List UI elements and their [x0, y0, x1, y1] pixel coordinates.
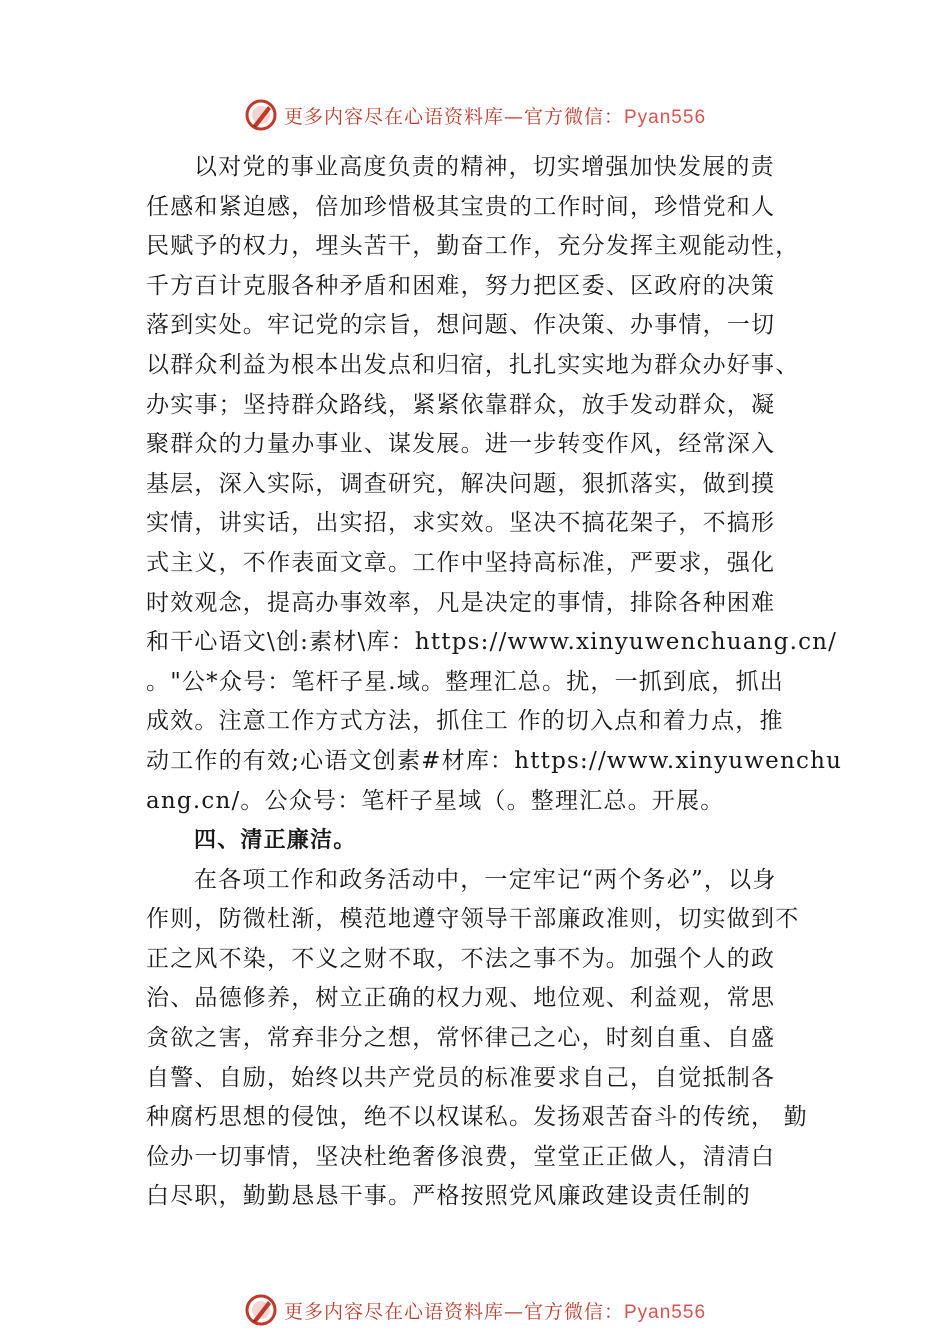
body-line: 成效。注意工作方式方法，抓住工 作的切入点和着力点，推 — [146, 708, 784, 735]
body-line: 在各项工作和政务活动中，一定牢记“两个务必”，以身 — [194, 866, 777, 893]
pen-seal-icon — [244, 1293, 278, 1327]
body-line: ang.cn/。公众号：笔杆子星域（。整理汇总。开展。 — [146, 787, 725, 814]
body-line: 以对党的事业高度负责的精神，切实增强加快发展的责 — [194, 154, 775, 180]
footer-banner-main: 更多内容尽在心语资料库 — [283, 1300, 504, 1323]
footer-banner-separator: — — [503, 1300, 524, 1323]
header-banner-text — [284, 102, 706, 129]
header-banner-wechat-id: Pyan556 — [624, 106, 707, 128]
body-line: 实情，讲实话，出实招，求实效。坚决不搞花架子，不搞形 — [146, 510, 776, 537]
pen-seal-icon — [244, 98, 278, 132]
body-line: 式主义，不作表面文章。工作中坚持高标准，严要求，强化 — [146, 549, 776, 576]
header-banner-wechat-label: 官方微信： — [523, 105, 624, 128]
footer-banner-text — [284, 1297, 706, 1324]
body-line: 时效观念，提高办事效率，凡是决定的事情，排除各种困难 — [146, 589, 776, 616]
body-line: 种腐朽思想的侵蚀，绝不以权谋私。发扬艰苦奋斗的传统， 勤 — [146, 1104, 808, 1131]
document-body — [146, 148, 843, 1217]
body-line: 基层，深入实际，调查研究，解决问题，狠抓落实，做到摸 — [146, 470, 776, 497]
body-line: 治、品德修养，树立正确的权力观、地位观、利益观，常思 — [146, 985, 776, 1012]
body-line: 办实事；坚持群众路线，紧紧依靠群众，放手发动群众，凝 — [146, 391, 776, 418]
body-line: 动工作的有效;心语文创素#材库：https://www.xinyuwenchu — [146, 747, 843, 774]
body-line: 自警、自励，始终以共产党员的标准要求自己，自觉抵制各 — [146, 1064, 776, 1091]
footer-banner-wechat-id: Pyan556 — [624, 1301, 707, 1323]
body-line: 正之风不染，不义之财不取，不法之事不为。加强个人的政 — [146, 945, 776, 972]
header-banner — [0, 95, 950, 135]
body-line: 千方百计克服各种矛盾和困难，努力把区委、区政府的决策 — [146, 272, 776, 299]
section-heading: 四、清正廉洁。 — [194, 828, 357, 854]
body-line: 白尽职，勤勤恳恳干事。严格按照党风廉政建设责任制的 — [146, 1183, 751, 1210]
body-line: 民赋予的权力，埋头苦干，勤奋工作，充分发挥主观能动性， — [146, 233, 800, 260]
body-line: 落到实处。牢记党的宗旨，想问题、作决策、办事情，一切 — [146, 312, 776, 339]
body-line: 和干心语文\创:素材\库：https://www.xinyuwenchuang.cn/ — [146, 629, 838, 656]
body-line: 聚群众的力量办事业、谋发展。进一步转变作风，经常深入 — [146, 431, 776, 458]
body-line: 作则，防微杜渐，模范地遵守领导干部廉政准则，切实做到不 — [146, 906, 800, 933]
body-line: 贪欲之害，常弃非分之想，常怀律己之心，时刻自重、自盛 — [146, 1025, 776, 1052]
footer-banner — [0, 1290, 950, 1330]
header-banner-main: 更多内容尽在心语资料库 — [283, 105, 504, 128]
body-line: 任感和紧迫感，倍加珍惜极其宝贵的工作时间，珍惜党和人 — [146, 193, 776, 220]
header-banner-separator: — — [503, 105, 524, 128]
body-line: 俭办一切事情，坚决杜绝奢侈浪费，堂堂正正做人，清清白 — [146, 1143, 776, 1170]
footer-banner-wechat-label: 官方微信： — [523, 1300, 624, 1323]
body-line: 以群众利益为根本出发点和归宿，扎扎实实地为群众办好事、 — [146, 351, 800, 378]
body-line: 。"公*众号：笔杆子星.域。整理汇总。扰，一抓到底，抓出 — [146, 668, 784, 695]
